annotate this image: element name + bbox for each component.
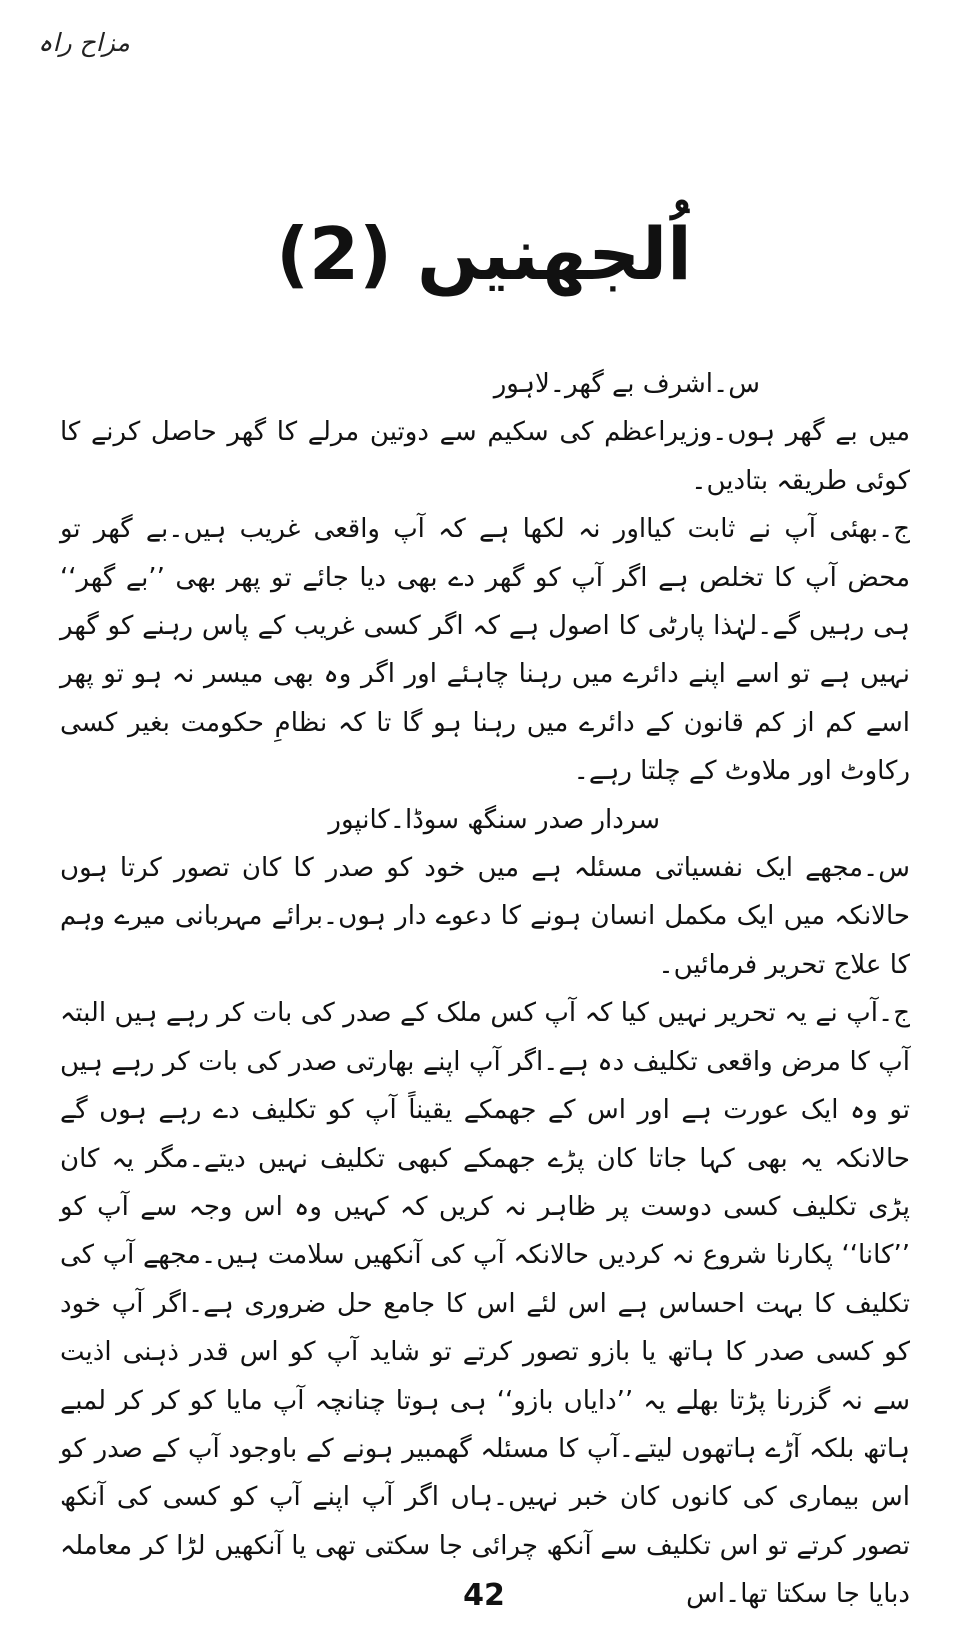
question-paragraph: س۔مجھے ایک نفسیاتی مسئلہ ہے میں خود کو صدر کا کان تصور کرتا ہوں حالانکہ میں ایک مکمل انسان ہونے کا دعوے دار ہوں۔برائے مہربانی میرے وہم کا علاج تحریر فرمائیں۔ [60, 853, 910, 980]
answer-paragraph: ج۔بھئی آپ نے ثابت کیااور نہ لکھا ہے کہ آپ واقعی غریب ہیں۔بے گھر تو محض آپ کا تخلص ہے اگر آپ کو گھر دے بھی دیا جائے تو پھر بھی ’’بے گھر‘‘ ہی رہیں گے۔لہٰذا پارٹی کا اصول ہے کہ اگر کسی غریب کے پاس رہنے کو گھر نہیں ہے تو اسے اپنے دائرے میں رہنا چاہئے اور اگر وہ بھی میسر نہ ہو تو پھر اسے کم از کم قانون کے دائرے میں رہنا ہو گا تا کہ نظامِ حکومت بغیر کسی رکاوٹ اور ملاوٹ کے چلتا رہے۔ [60, 514, 910, 787]
running-head: مزاح راہ [38, 28, 130, 57]
answer-paragraph: ج۔آپ نے یہ تحریر نہیں کیا کہ آپ کس ملک کے صدر کی بات کر رہے ہیں البتہ آپ کا مرض واقعی تکلیف دہ ہے۔اگر آپ اپنے بھارتی صدر کی بات کر رہے ہیں تو وہ ایک عورت ہے اور اس کے جھمکے یقیناً آپ کو تکلیف دے رہے ہوں گے حالانکہ یہ بھی کہا جاتا کان پڑے جھمکے کبھی تکلیف نہیں دیتے۔مگر یہ کان پڑی تکلیف کسی دوست پر ظاہر نہ کریں کہ کہیں وہ اس وجہ سے آپ کو ’’کانا‘‘ پکارنا شروع نہ کردیں حالانکہ آپ کی آنکھیں سلامت ہیں۔مجھے آپ کی تکلیف کا بہت احساس ہے اس لئے اس کا جامع حل ضروری ہے۔اگر آپ خود کو کسی صدر کا ہاتھ یا بازو تصور کرتے تو شاید آپ کو اس قدر ذہنی اذیت سے نہ گزرنا پڑتا بھلے یہ ’’دایاں بازو‘‘ ہی ہوتا چنانچہ آپ مایا کو کر کر لمبے ہاتھ بلکہ آڑے ہاتھوں لیتے۔آپ کا مسئلہ گھمبیر ہونے کے باوجود آپ کے صدر کو اس بیماری کی کانوں کان خبر نہیں۔ہاں اگر آپ اپنے آپ کو کسی کی آنکھ تصور کرتے تو اس تکلیف سے آنکھ چرائی جا سکتی تھی یا آنکھیں لڑا کر معاملہ دبایا جا سکتا تھا۔اس [60, 998, 910, 1610]
question-paragraph: میں بے گھر ہوں۔وزیراعظم کی سکیم سے دوتین مرلے کا گھر حاصل کرنے کا کوئی طریقہ بتادیں۔ [60, 417, 910, 496]
page-body [60, 360, 910, 1619]
chapter-title: اُلجھنیں (2) [276, 212, 692, 296]
page-number: 42 [463, 1578, 505, 1613]
sender-line: س۔اشرف بے گھر۔لاہور [493, 369, 760, 399]
sender-line: سردار صدر سنگھ سوڈا۔کانپور [328, 804, 660, 835]
